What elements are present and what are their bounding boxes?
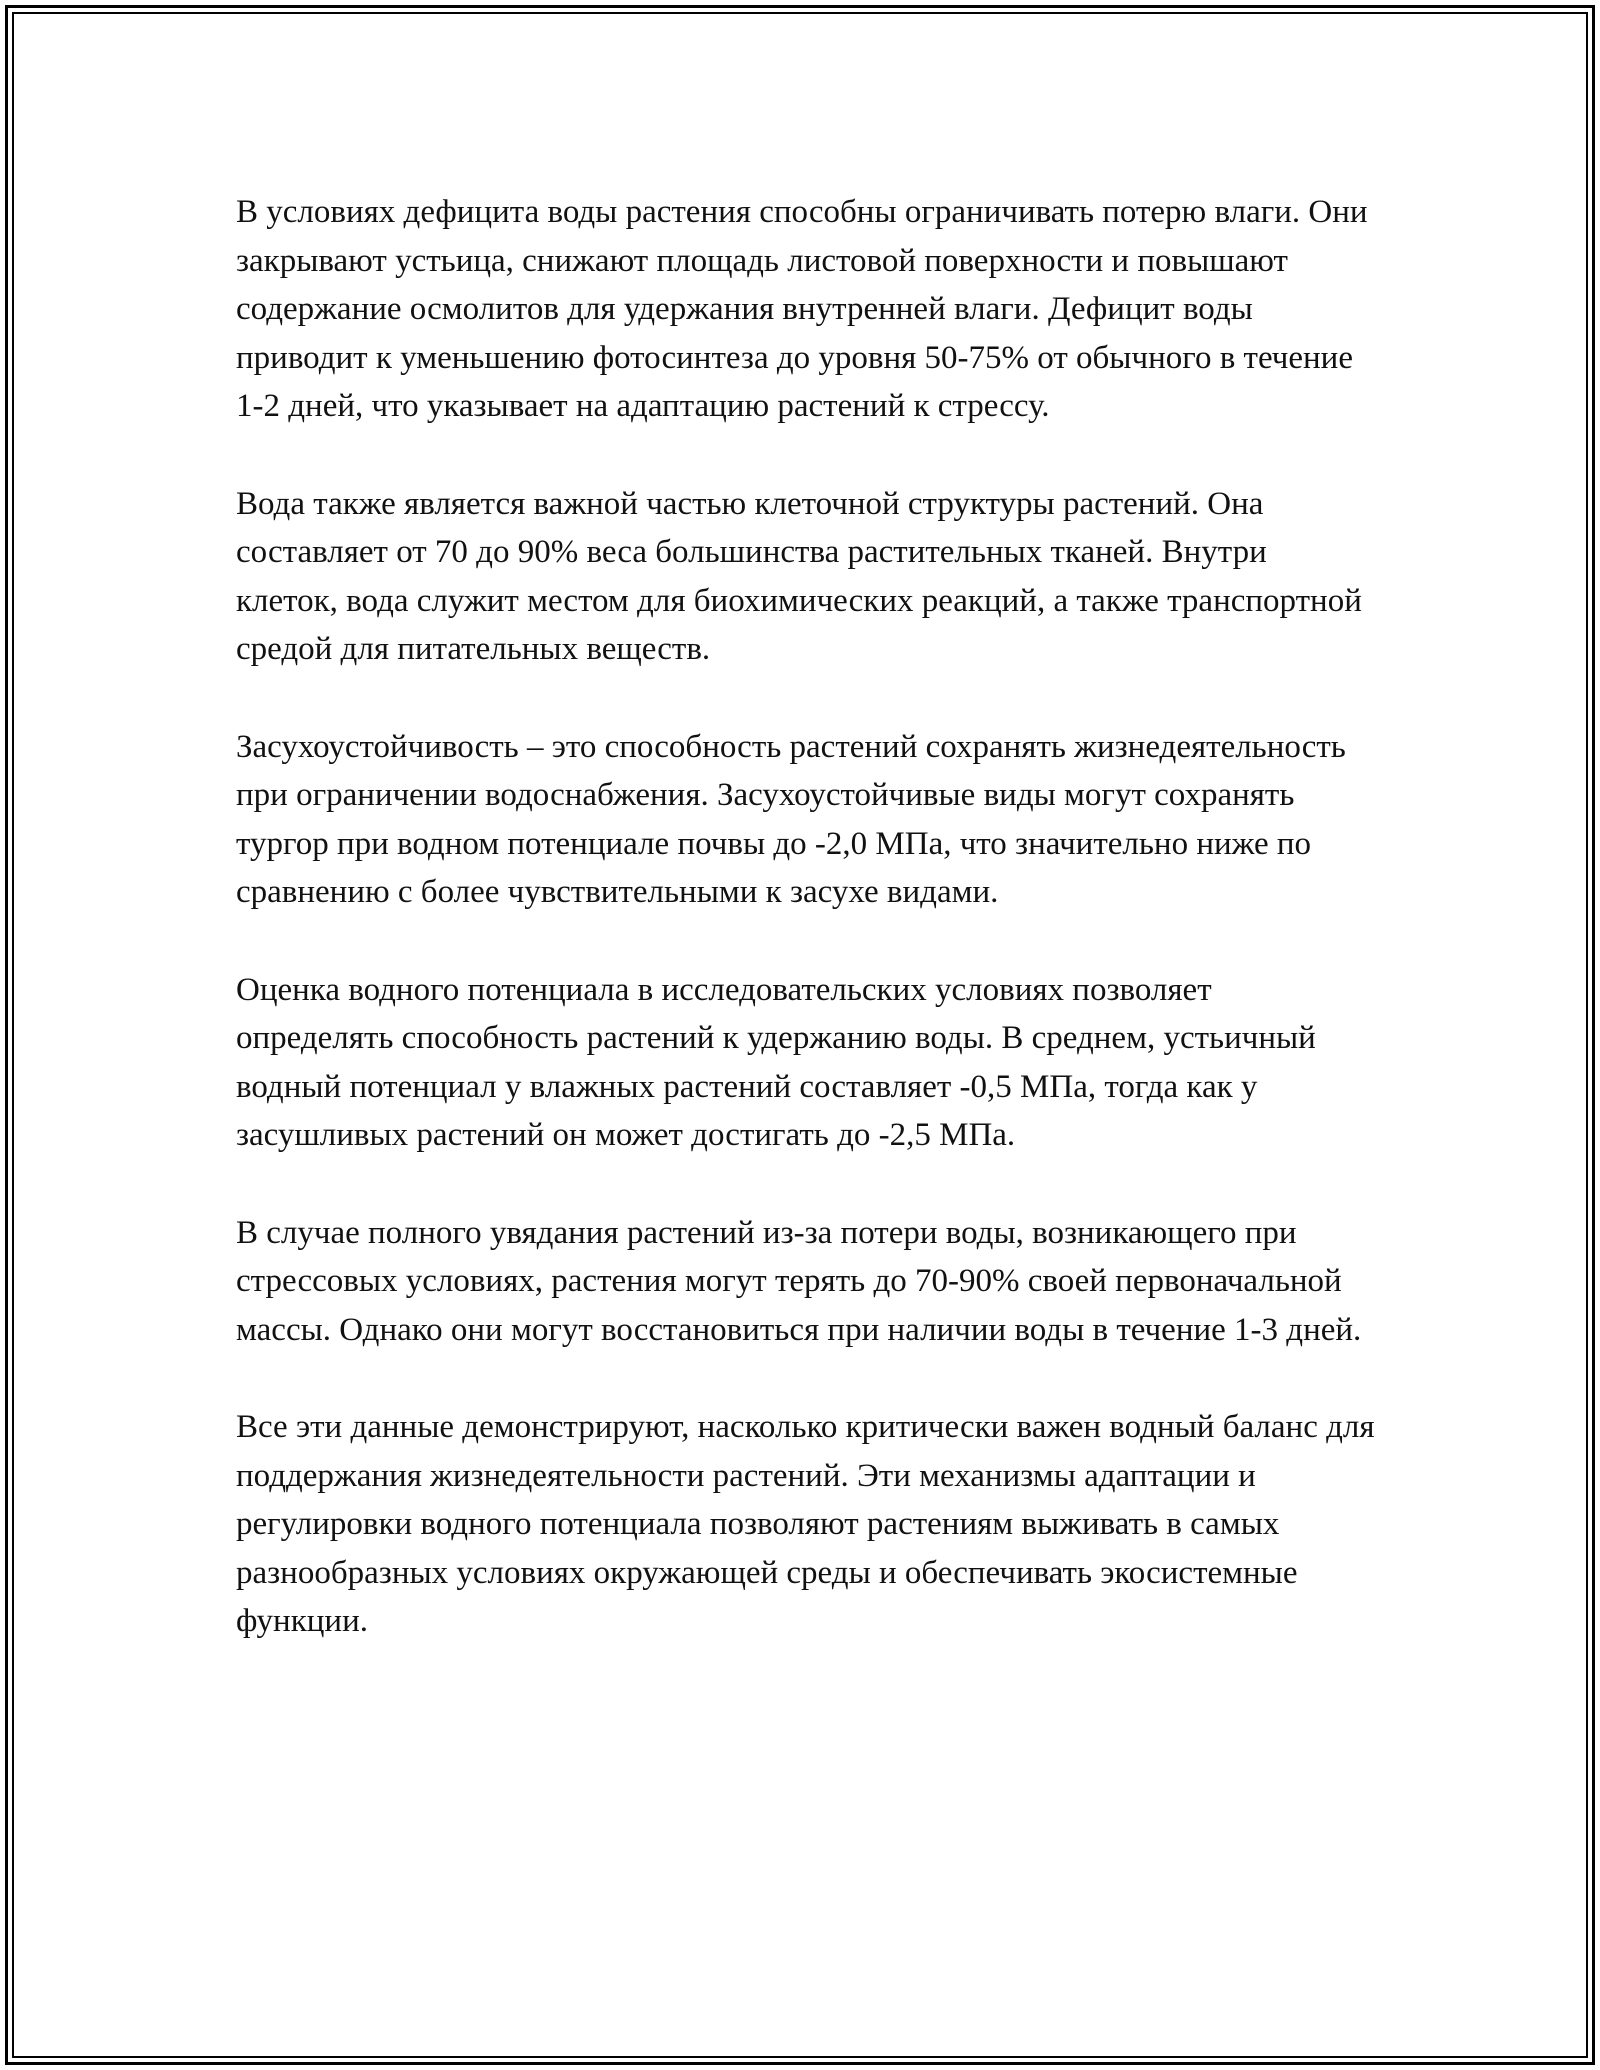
paragraph-wilting: В случае полного увядания растений из-за потери воды, возникающего при стрессовых условиях, растения могут терять до 70-90% своей первоначальной массы. Однако они могут восстановиться при наличии воды в течение 1-3 дней. xyxy=(236,1214,1362,1348)
paragraph-conclusion: Все эти данные демонстрируют, насколько критически важен водный баланс для поддержания жизнедеятельности растений. Эти механизмы адаптации и регулировки водного потенциала позволяют растениям выживать в самых разнообразных условиях окружающей среды и обеспечивать экосистемные функции. xyxy=(236,1409,1375,1639)
paragraph-cell-water: Вода также является важной частью клеточной структуры растений. Она составляет от 70 до 90% веса большинства растительных тканей. Внутри клеток, вода служит местом для биохимических реакций, а также транспортной средой для питательных веществ. xyxy=(236,485,1362,667)
paragraph-drought-response: В условиях дефицита воды растения способны ограничивать потерю влаги. Они закрывают устьица, снижают площадь листовой поверхности и повышают содержание осмолитов для удержания внутренней влаги. Дефицит воды приводит к уменьшению фотосинтеза до уровня 50-75% от обычного в течение 1-2 дней, что указывает на адаптацию растений к стрессу. xyxy=(236,194,1368,424)
document-body xyxy=(236,188,1376,1695)
paragraph-drought-resistance: Засухоустойчивость – это способность растений сохранять жизнедеятельность при ограничении водоснабжения. Засухоустойчивые виды могут сохранять тургор при водном потенциале почвы до -2,0 МПа, что значительно ниже по сравнению с более чувствительными к засухе видами. xyxy=(236,728,1346,910)
paragraph-water-potential: Оценка водного потенциала в исследовательских условиях позволяет определять способность растений к удержанию воды. В среднем, устьичный водный потенциал у влажных растений составляет -0,5 МПа, тогда как у засушливых растений он может достигать до -2,5 МПа. xyxy=(236,971,1316,1153)
